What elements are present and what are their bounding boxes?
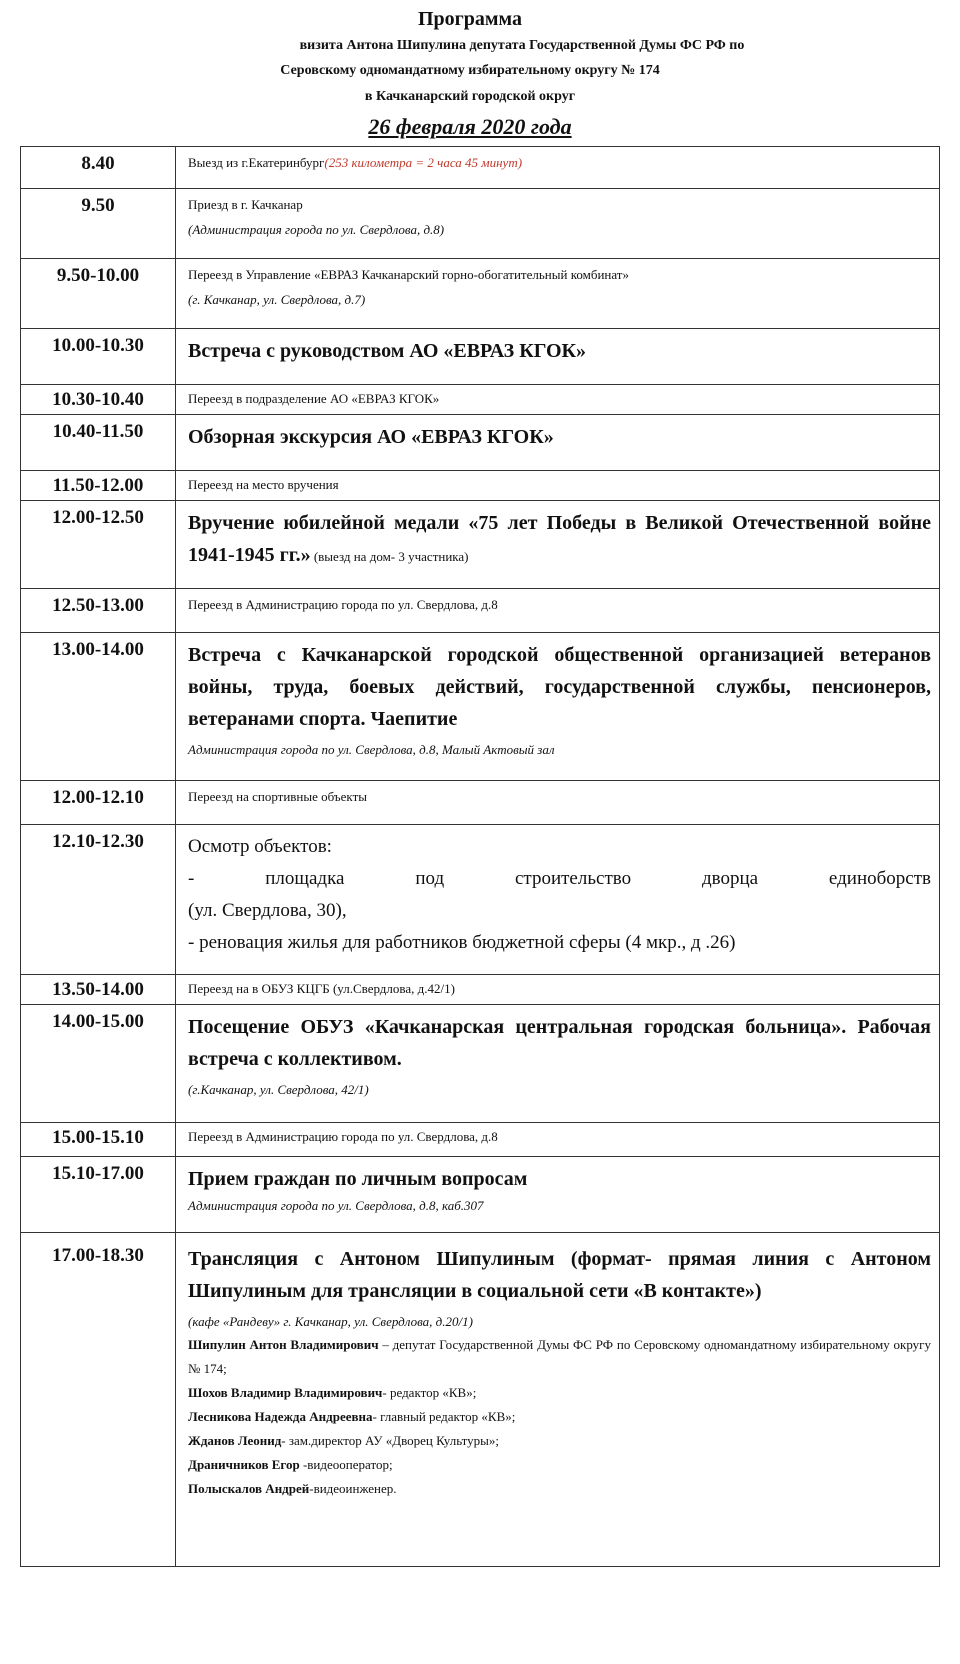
row-location-note: (Администрация города по ул. Свердлова, д.8): [188, 222, 445, 237]
row-description: [176, 189, 940, 259]
row-time: 8.40: [21, 147, 176, 189]
row-description: Переезд на место вручения: [176, 471, 940, 501]
table-row: [21, 1123, 940, 1157]
row-time: 17.00-18.30: [21, 1233, 176, 1567]
row-time: 12.50-13.00: [21, 589, 176, 633]
row-description: Переезд на спортивные объекты: [176, 781, 940, 825]
schedule-table: [20, 146, 940, 1567]
inspection-heading: Осмотр объектов:: [188, 836, 332, 857]
table-row: [21, 1005, 940, 1123]
inspection-item: - площадка под строительство дворца единоборств: [188, 868, 931, 889]
row-time: 9.50-10.00: [21, 259, 176, 329]
row-text: Приезд в г. Качканар: [188, 197, 303, 212]
participant-role: -видеоинженер.: [309, 1481, 397, 1496]
row-description: [176, 1157, 940, 1233]
row-time: 12.00-12.10: [21, 781, 176, 825]
row-text: Выезд из г.Екатеринбург: [188, 155, 325, 170]
row-time: 10.40-11.50: [21, 415, 176, 471]
header-line-3: в Качканарский городской округ: [364, 89, 576, 104]
row-time: 12.10-12.30: [21, 825, 176, 975]
row-location-note: (г. Качканар, ул. Свердлова, д.7): [188, 292, 366, 307]
row-text: Трансляция с Антоном Шипулиным (формат- прямая линия с Антоном Шипулиным для трансляции в социальной сети «В контакте»): [188, 1248, 931, 1302]
row-description: [176, 501, 940, 589]
row-location-note: Администрация города по ул. Свердлова, д.8, каб.307: [188, 1198, 484, 1213]
row-description: [176, 825, 940, 975]
participant: [188, 1453, 931, 1477]
participant-role: - зам.директор АУ «Дворец Культуры»;: [281, 1433, 499, 1448]
table-row: [21, 781, 940, 825]
row-description: Переезд в Администрацию города по ул. Свердлова, д.8: [176, 1123, 940, 1157]
participant: [188, 1477, 931, 1501]
row-description: [176, 1005, 940, 1123]
row-time: 10.00-10.30: [21, 329, 176, 385]
row-text: Встреча с Качканарской городской общественной организацией ветеранов войны, труда, боевых действий, государственной службы, пенсионеров, ветеранами спорта. Чаепитие: [188, 644, 931, 730]
table-row: [21, 471, 940, 501]
row-text: Переезд в Управление «ЕВРАЗ Качканарский горно-обогатительный комбинат»: [188, 267, 629, 282]
inspection-item: - реновация жилья для работников бюджетной сферы (4 мкр., д .26): [188, 932, 736, 953]
participant-name: Шохов Владимир Владимирович: [188, 1385, 383, 1400]
row-time: 9.50: [21, 189, 176, 259]
table-row: [21, 385, 940, 415]
table-row: [21, 501, 940, 589]
row-time: 15.00-15.10: [21, 1123, 176, 1157]
row-time: 12.00-12.50: [21, 501, 176, 589]
participant: [188, 1429, 931, 1453]
table-row: [21, 1233, 940, 1567]
row-description: Переезд на в ОБУЗ КЦГБ (ул.Свердлова, д.42/1): [176, 975, 940, 1005]
row-time: 14.00-15.00: [21, 1005, 176, 1123]
travel-distance: (253 километра = 2 часа 45 минут): [324, 155, 523, 170]
table-row: [21, 633, 940, 781]
row-location-note: Администрация города по ул. Свердлова, д.8, Малый Актовый зал: [188, 742, 555, 757]
row-description: Переезд в подразделение АО «ЕВРАЗ КГОК»: [176, 385, 940, 415]
row-description: [176, 259, 940, 329]
table-row: [21, 329, 940, 385]
row-location-note: (г.Качканар, ул. Свердлова, 42/1): [188, 1082, 369, 1097]
row-time: 13.00-14.00: [21, 633, 176, 781]
row-description: Обзорная экскурсия АО «ЕВРАЗ КГОК»: [176, 415, 940, 471]
row-extra: (выезд на дом- 3 участника): [310, 549, 469, 564]
row-description: [176, 1233, 940, 1567]
table-row: [21, 147, 940, 189]
participant-name: Жданов Леонид: [188, 1433, 282, 1448]
inspection-item-address: (ул. Свердлова, 30),: [188, 900, 347, 921]
row-time: 13.50-14.00: [21, 975, 176, 1005]
row-time: 10.30-10.40: [21, 385, 176, 415]
participant-name: Лесникова Надежда Андреевна: [188, 1409, 373, 1424]
participant-role: – депутат Государственной Думы ФС РФ по Серовскому одномандатному избирательному округу № 174;: [188, 1337, 931, 1376]
participant: [188, 1405, 931, 1429]
participant-role: - главный редактор «КВ»;: [372, 1409, 516, 1424]
participant-name: Шипулин Антон Владимирович: [188, 1337, 379, 1352]
header-line-2: Серовскому одномандатному избирательному округу № 174: [280, 63, 660, 78]
row-description: Переезд в Администрацию города по ул. Свердлова, д.8: [176, 589, 940, 633]
program-title: Программа: [418, 8, 522, 30]
participant: [188, 1333, 931, 1381]
row-text: Посещение ОБУЗ «Качканарская центральная городская больница». Рабочая встреча с коллективом.: [188, 1016, 931, 1070]
participant-role: - редактор «КВ»;: [382, 1385, 477, 1400]
row-description: [176, 633, 940, 781]
row-description: [176, 147, 940, 189]
table-row: [21, 589, 940, 633]
participant: [188, 1381, 931, 1405]
row-time: 11.50-12.00: [21, 471, 176, 501]
row-location-note: (кафе «Рандеву» г. Качканар, ул. Свердлова, д.20/1): [188, 1314, 473, 1329]
participant-name: Полыскалов Андрей: [188, 1481, 310, 1496]
header-line-1: визита Антона Шипулина депутата Государственной Думы ФС РФ по: [299, 38, 745, 53]
participant-name: Драничников Егор: [188, 1457, 300, 1472]
table-row: [21, 975, 940, 1005]
row-description: Встреча с руководством АО «ЕВРАЗ КГОК»: [176, 329, 940, 385]
row-text: Прием граждан по личным вопросам: [188, 1168, 528, 1190]
table-row: [21, 825, 940, 975]
table-row: [21, 189, 940, 259]
table-row: [21, 259, 940, 329]
table-row: [21, 1157, 940, 1233]
table-row: [21, 415, 940, 471]
participant-role: -видеооператор;: [299, 1457, 393, 1472]
row-text: Вручение юбилейной медали «75 лет Победы в Великой Отечественной войне 1941-1945 гг.»: [188, 512, 931, 566]
row-time: 15.10-17.00: [21, 1157, 176, 1233]
visit-date: 26 февраля 2020 года: [368, 114, 572, 139]
